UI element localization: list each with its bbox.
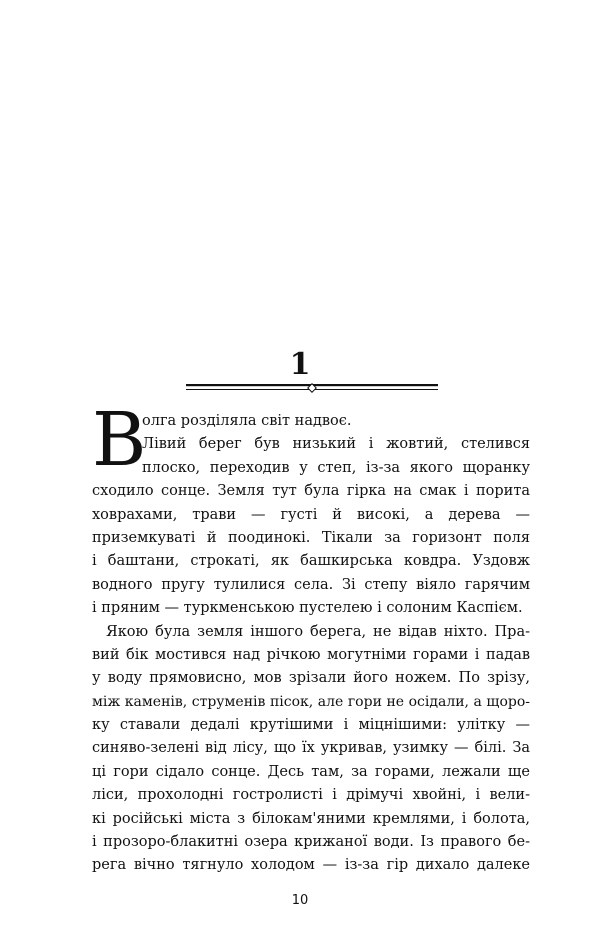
text-line: сходило сонце. Земля тут була гірка на смак і порита [92, 483, 530, 500]
text-line: у воду прямовисно, мов зрізали його ножем. По зрізу, [92, 670, 530, 687]
chapter-ornament-divider [186, 383, 438, 393]
text-line: олга розділяла світ надвоє. [142, 413, 352, 429]
text-line: Якою була земля іншого берега, не відав ніхто. Пра- [106, 623, 530, 640]
text-line: ці гори сідало сонце. Десь там, за горами, лежали ще [92, 763, 530, 780]
paragraph-2 [92, 621, 530, 878]
text-line: і прозоро-блакитні озера крижаної води. Із правого бе- [92, 834, 530, 851]
text-line: приземкуваті й поодинокі. Тікали за горизонт поля [92, 529, 530, 546]
text-line: Лівий берег був низький і жовтий, стелився [142, 436, 530, 453]
body-text [92, 397, 530, 878]
text-line: рега вічно тягнуло холодом — із-за гір дихало далеке [92, 857, 530, 874]
chapter-number: 1 [289, 347, 311, 382]
text-line: і баштани, строкаті, як башкирська ковдра. Уздовж [92, 553, 530, 570]
text-line: ку ставали дедалі крутішими і міцнішими: улітку — [92, 717, 530, 734]
paragraph-1 [92, 397, 530, 621]
text-line: ховрахами, трави — густі й високі, а дерева — [92, 506, 530, 523]
text-line: водного пругу тулилися села. Зі степу віяло гарячим [92, 576, 530, 593]
drop-cap-container [92, 397, 147, 483]
text-line: ліси, прохолодні гостролисті і дрімучі хвойні, і вели- [92, 787, 530, 804]
page-number: 10 [291, 893, 309, 908]
text-line: вий бік мостився над річкою могутніми горами і падав [92, 646, 530, 663]
text-line: плоско, переходив у степ, із-за якого щоранку [142, 459, 530, 476]
text-line: синяво-зелені від лісу, що їх укривав, узимку — білі. За [92, 740, 530, 757]
text-line: між каменів, струменів пісок, але гори не осідали, а щоро- [92, 693, 530, 710]
drop-cap: В [92, 397, 147, 483]
text-line: кі російські міста з білокам'яними кремлями, і болота, [92, 810, 530, 827]
text-line: і пряним — туркменською пустелею і солоним Каспієм. [92, 600, 523, 617]
